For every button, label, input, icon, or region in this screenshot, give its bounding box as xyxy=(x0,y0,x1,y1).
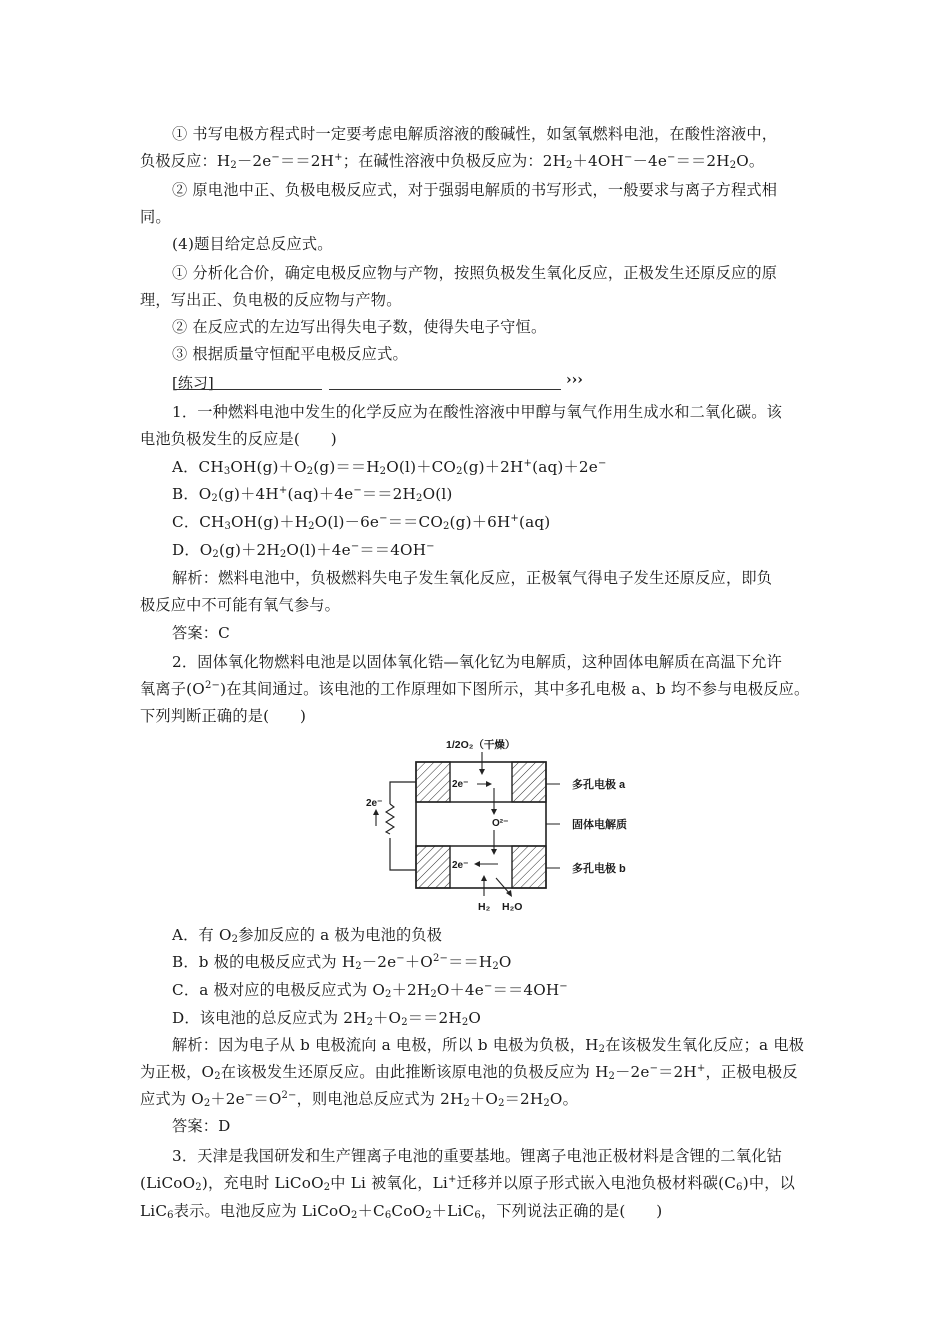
q1-option-c: C．$CH_3OH(g)+H_2O(l)-6e^-==CO_2(g)+6H^+(aq)$ xyxy=(172,513,551,532)
electrode-b-label: 多孔电极 b xyxy=(572,863,626,875)
top-electron-label: 2e⁻ xyxy=(452,779,469,790)
rule-2-line-1: ② 原电池中正、负极电极反应式，对于强弱电解质的书写形式，一般要求与离子方程式相 xyxy=(172,181,778,199)
q1-stem-line-1: 1．一种燃料电池中发生的化学反应为在酸性溶液中甲醇与氧气作用生成水和二氧化碳。该 xyxy=(172,403,782,421)
external-electron-label: 2e⁻ xyxy=(366,798,383,809)
q1-stem-line-2: 电池负极发生的反应是( ) xyxy=(140,430,337,448)
hydrogen-input-label: H₂ xyxy=(478,901,491,913)
q2-analysis-line-2: 为正极，$O_2$在该极发生还原反应。由此推断该原电池的负极反应为 $H_2-2e^-=2H^+$，正极电极反 xyxy=(140,1063,798,1082)
electrode-b-right xyxy=(512,846,546,888)
q2-option-b: B．b 极的电极反应式为 $H_2-2e^-+O^{2-}==H_2O$ xyxy=(172,953,512,972)
electrolyte-label: 固体电解质 xyxy=(572,819,627,831)
q3-stem-line-2: (LiCoO$_2$)，充电时 LiCoO$_2$中 Li 被氧化，Li+迁移并以原子形式嵌入电池负极材料碳$(C_6)$中，以 xyxy=(140,1174,795,1193)
section-4-heading: (4)题目给定总反应式。 xyxy=(172,235,333,253)
q2-option-a: A．有 $O_2$参加反应的 a 极为电池的负极 xyxy=(172,926,443,945)
q1-analysis-line-1: 解析：燃料电池中，负极燃料失电子发生氧化反应，正极氧气得电子发生还原反应，即负 xyxy=(172,569,773,587)
q2-analysis-line-3: 应式为 $O_2+2e^-=O^{2-}$，则电池总反应式为 $2H_2+O_2=2H_2O$。 xyxy=(140,1090,578,1109)
q2-option-d: D．该电池的总反应式为 $2H_2+O_2==2H_2O$ xyxy=(172,1009,482,1028)
q1-analysis-line-2: 极反应中不可能有氧气参与。 xyxy=(140,596,341,614)
practice-arrow-icon: ››› xyxy=(566,372,583,388)
rule-1-line-2: 负极反应：$H_2-2e^-==2H^+$；在碱性溶液中负极反应为：$2H_2+4OH^--4e^-==2H_2O$。 xyxy=(140,152,765,171)
rule-2-line-2: 同。 xyxy=(140,208,171,226)
oxide-ion-label: O²⁻ xyxy=(492,818,509,829)
step-1-line-2: 理，写出正、负电极的反应物与产物。 xyxy=(140,291,402,309)
step-1-line-1: ① 分析化合价，确定电极反应物与产物，按照负极发生氧化反应，正极发生还原反应的原 xyxy=(172,264,778,282)
fuel-cell-diagram xyxy=(360,734,660,914)
q1-option-a: A．$CH_3OH(g)+O_2(g)==H_2O(l)+CO_2(g)+2H^+(aq)+2e^-$ xyxy=(172,458,607,477)
q3-stem-line-3: LiC$_6$表示。电池反应为 $LiCoO_2+C_6CoO_2+LiC_6$，下列说法正确的是( ) xyxy=(140,1202,663,1221)
practice-underline-long xyxy=(329,389,561,390)
q3-stem-line-1: 3．天津是我国研发和生产锂离子电池的重要基地。锂离子电池正极材料是含锂的二氧化钴 xyxy=(172,1147,782,1165)
oxygen-input-label: 1/2O₂（干燥） xyxy=(446,739,516,751)
rule-1-line-1: ① 书写电极方程式时一定要考虑电解质溶液的酸碱性，如氢氧燃料电池，在酸性溶液中， xyxy=(172,125,778,143)
step-3: ③ 根据质量守恒配平电极反应式。 xyxy=(172,345,408,363)
water-output-label: H₂O xyxy=(502,901,523,913)
practice-underline-short xyxy=(174,389,322,390)
resistor-icon xyxy=(386,804,394,834)
q2-stem-line-2: 氧离子$(O^{2-})$在其间通过。该电池的工作原理如下图所示，其中多孔电极 a、b 均不参与电极反应。 xyxy=(140,680,810,698)
electrode-b-left xyxy=(416,846,450,888)
q1-answer: 答案：C xyxy=(172,624,230,642)
practice-header xyxy=(172,372,592,392)
step-2: ② 在反应式的左边写出得失电子数，使得失电子守恒。 xyxy=(172,318,547,336)
bottom-electron-label: 2e⁻ xyxy=(452,860,469,871)
q2-answer: 答案：D xyxy=(172,1117,231,1135)
q1-option-b: B．$O_2(g)+4H^+(aq)+4e^-==2H_2O(l)$ xyxy=(172,485,453,504)
q2-analysis-line-1: 解析：因为电子从 b 电极流向 a 电极，所以 b 电极为负极，$H_2$在该极发生氧化反应；a 电极 xyxy=(172,1036,805,1055)
q1-option-d: D．$O_2(g)+2H_2O(l)+4e^-==4OH^-$ xyxy=(172,541,435,560)
practice-label: [练习] xyxy=(172,374,214,392)
electrode-a-label: 多孔电极 a xyxy=(572,779,626,791)
electrode-a-right xyxy=(512,762,546,802)
q2-option-c: C．a 极对应的电极反应式为 $O_2+2H_2O+4e^-==4OH^-$ xyxy=(172,981,568,1000)
electrode-a-left xyxy=(416,762,450,802)
q2-stem-line-3: 下列判断正确的是( ) xyxy=(140,707,307,725)
q2-stem-line-1: 2．固体氧化物燃料电池是以固体氧化锆—氧化钇为电解质，这种固体电解质在高温下允许 xyxy=(172,653,782,671)
